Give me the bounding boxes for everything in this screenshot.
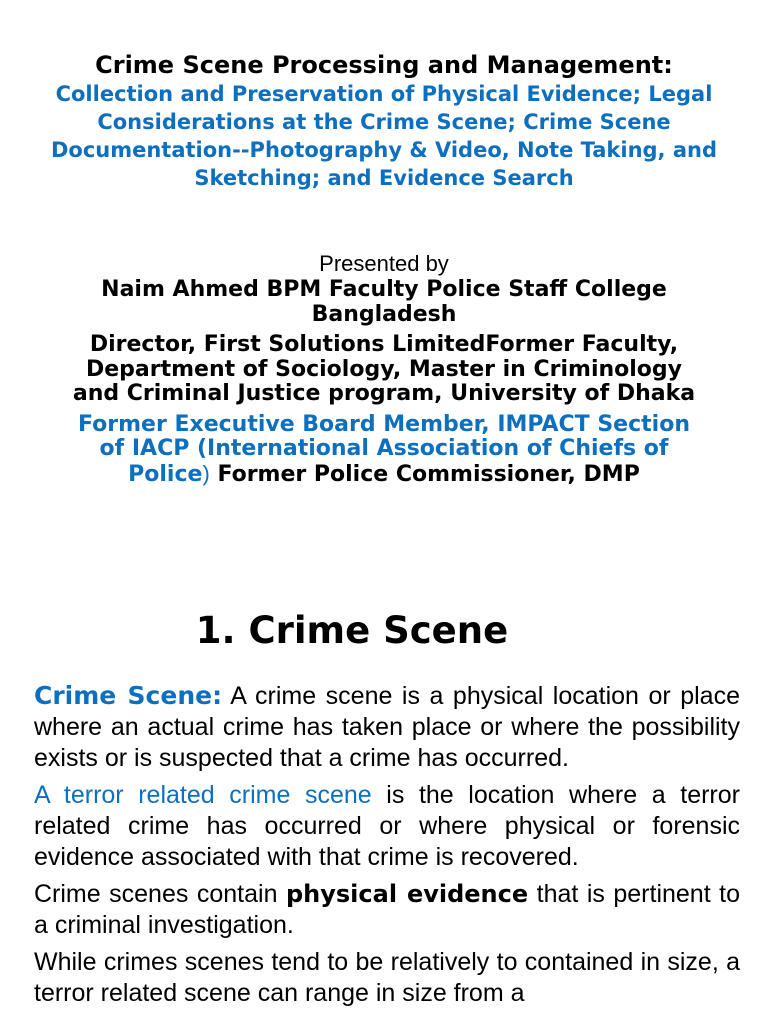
physical-evidence-tail: that is pertinent to a criminal investigation. <box>34 880 740 939</box>
paragraph-physical-evidence <box>34 879 740 941</box>
crime-scene-definition: A crime scene is a physical location or place where an actual crime has taken place or where the possibility exists or is suspected that a crime has occurred. <box>34 682 740 772</box>
document-subtitle: Collection and Preservation of Physical Evidence; Legal Considerations at the Crime Scene; Crime Scene Documentation--Photography & Video, Note Taking, and Sketching; and Evidence Search <box>50 82 718 190</box>
presenter-name: Naim Ahmed BPM Faculty Police Staff College Bangladesh <box>101 277 667 327</box>
document-header <box>0 50 768 192</box>
paragraph-terror-scene <box>34 780 740 873</box>
document-title: Crime Scene Processing and Management: <box>95 51 673 79</box>
presenter-board-member: Former Executive Board Member, IMPACT Section of IACP (International Association of Chiefs of Police <box>78 411 690 487</box>
section-heading: 1. Crime Scene <box>195 609 509 652</box>
presented-by-label: Presented by <box>319 251 449 276</box>
presenter-commissioner: Former Police Commissioner, DMP <box>209 461 640 487</box>
physical-evidence-term: physical evidence <box>285 880 529 908</box>
paragraph-crime-scene-definition <box>34 680 740 774</box>
presenter-affiliation: Director, First Solutions LimitedFormer Faculty, Department of Sociology, Master in Criminology and Criminal Justice program, University of Dhaka <box>72 332 696 406</box>
body-text <box>34 680 740 1015</box>
paragraph-scene-size: While crimes scenes tend to be relatively to contained in size, a terror related scene can range in size from a <box>34 948 740 1007</box>
presenter-block <box>0 250 768 487</box>
terror-scene-link[interactable]: A terror related crime scene <box>34 781 372 809</box>
closing-paren: ) <box>202 460 210 486</box>
term-crime-scene: Crime Scene: <box>34 681 223 710</box>
physical-evidence-lead: Crime scenes contain <box>34 880 286 908</box>
terror-scene-definition: is the location where a terror related crime has occurred or where physical or forensic evidence associated with that crime is recovered. <box>34 781 740 871</box>
presenter-roles <box>0 413 768 488</box>
